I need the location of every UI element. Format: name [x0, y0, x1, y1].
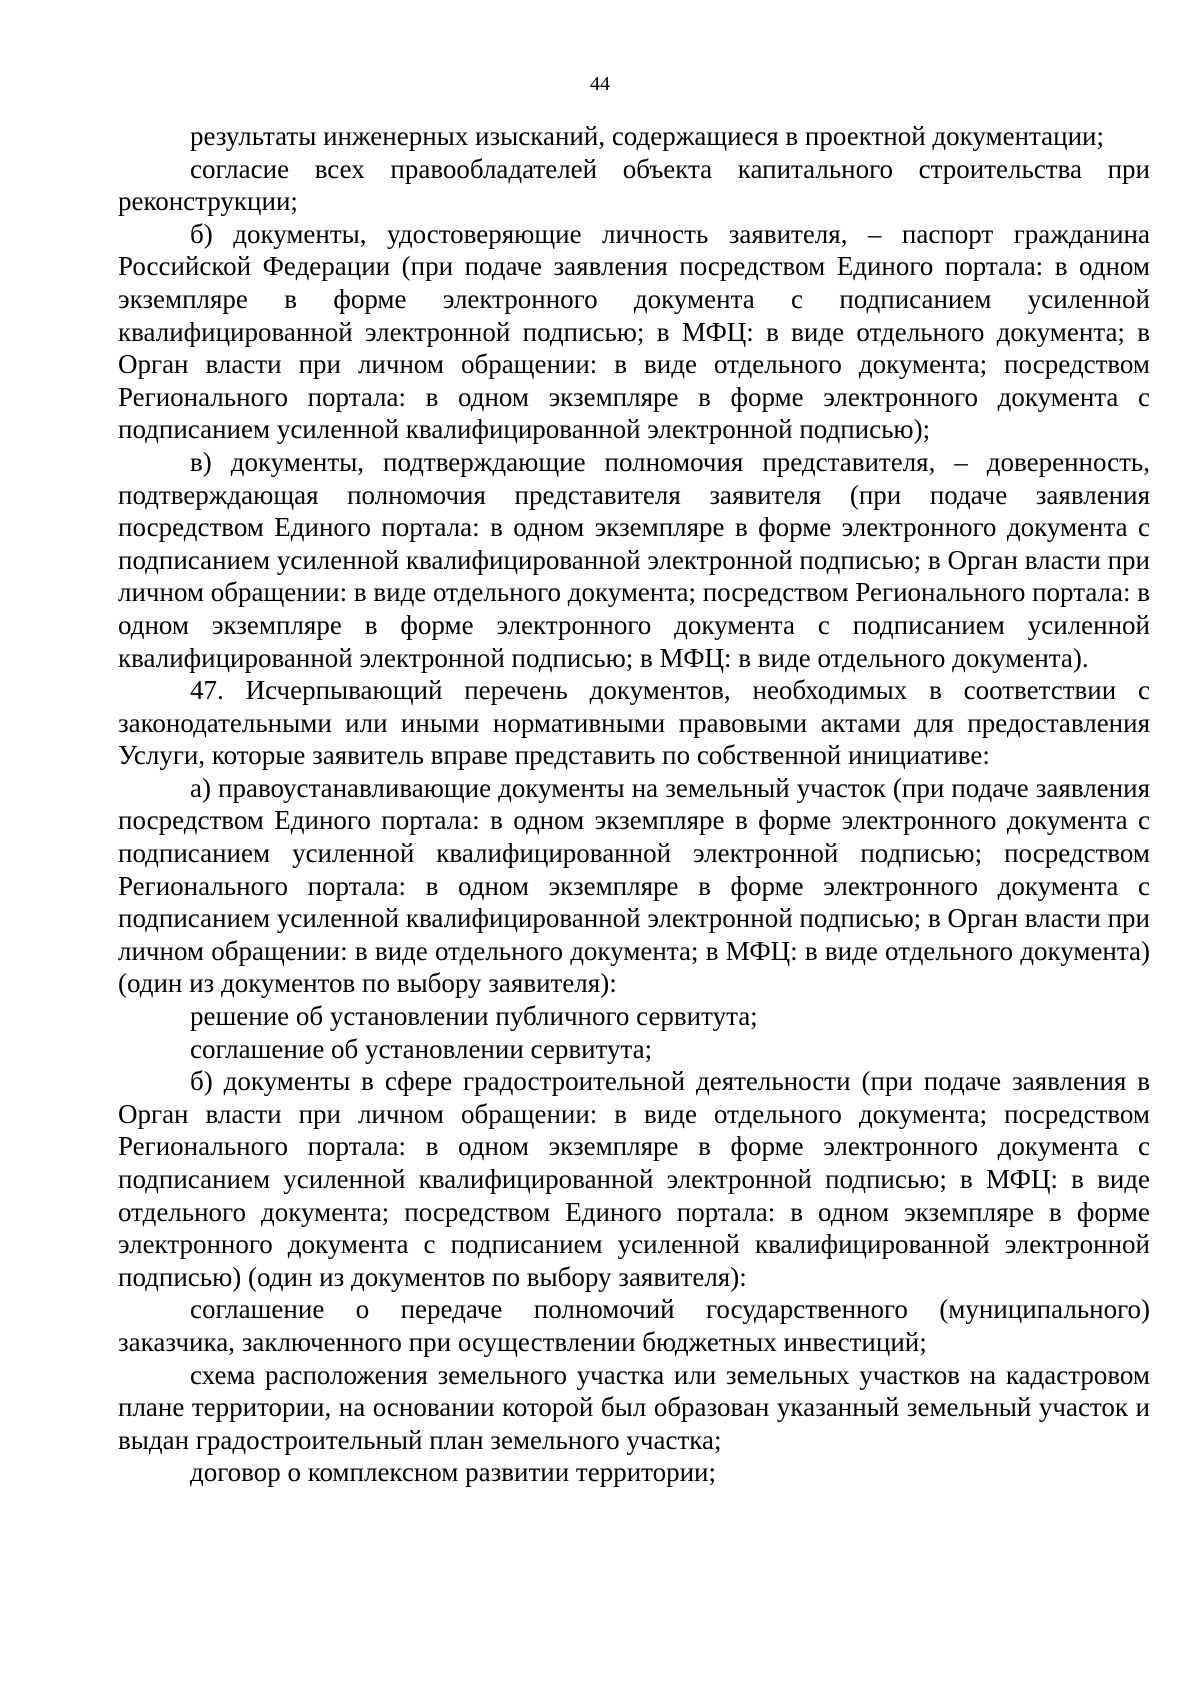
paragraph: соглашение об установлении сервитута; — [190, 1033, 653, 1064]
paragraph: схема расположения земельного участка или земельных участков на кадастровом плане территории, на основании которой был образован указанный земельный участок и выдан градостроительный план земельного участка; — [118, 1359, 1150, 1455]
paragraph: 47. Исчерпывающий перечень документов, необходимых в соответствии с законодательными или иными нормативными правовыми актами для предоставления Услуги, которые заявитель вправе представить по собственной инициативе: — [118, 675, 1150, 771]
paragraph: б) документы, удостоверяющие личность заявителя, – паспорт гражданина Российской Федерации (при подаче заявления посредством Единого портала: в одном экземпляре в форме электронного документа с подписанием усиленной квалифицированной электронной подписью; в МФЦ: в виде отдельного документа; в Орган власти при личном обращении: в виде отдельного документа; посредством Регионального портала: в одном экземпляре в форме электронного документа с подписанием усиленной квалифицированной электронной подписью); — [118, 218, 1150, 445]
paragraph: решение об установлении публичного сервитута; — [190, 1001, 758, 1032]
paragraph: а) правоустанавливающие документы на земельный участок (при подаче заявления посредством Единого портала: в одном экземпляре в форме электронного документа с подписанием усиленной квалифицированной электронной подписью; посредством Регионального портала: в одном экземпляре в форме электронного документа с подписанием усиленной квалифицированной электронной подписью; в Орган власти при личном обращении: в виде отдельного документа; в МФЦ: в виде отдельного документа) (один из документов по выбору заявителя): — [118, 772, 1150, 999]
paragraph: б) документы в сфере градостроительной деятельности (при подаче заявления в Орган власти при личном обращении: в виде отдельного документа; посредством Регионального портала: в одном экземпляре в форме электронного документа с подписанием усиленной квалифицированной электронной подписью; в МФЦ: в виде отдельного документа; посредством Единого портала: в одном экземпляре в форме электронного документа с подписанием усиленной квалифицированной электронной подписью) (один из документов по выбору заявителя): — [118, 1066, 1150, 1292]
paragraph: результаты инженерных изысканий, содержащиеся в проектной документации; — [190, 121, 1105, 151]
paragraph: договор о комплексном развитии территории; — [190, 1457, 716, 1488]
paragraph: соглашение о передаче полномочий государственного (муниципального) заказчика, заключенного при осуществлении бюджетных инвестиций; — [118, 1294, 1150, 1357]
page-number: 44 — [590, 73, 610, 95]
document-body — [118, 120, 1150, 1489]
paragraph: согласие всех правообладателей объекта капитального строительства при реконструкции; — [118, 153, 1150, 217]
paragraph: в) документы, подтверждающие полномочия представителя, – доверенность, подтверждающая полномочия представителя заявителя (при подаче заявления посредством Единого портала: в одном экземпляре в форме электронного документа с подписанием усиленной квалифицированной электронной подписью; в Орган власти при личном обращении: в виде отдельного документа; посредством Регионального портала: в одном экземпляре в форме электронного документа с подписанием усиленной квалифицированной электронной подписью; в МФЦ: в виде отдельного документа). — [118, 446, 1150, 673]
